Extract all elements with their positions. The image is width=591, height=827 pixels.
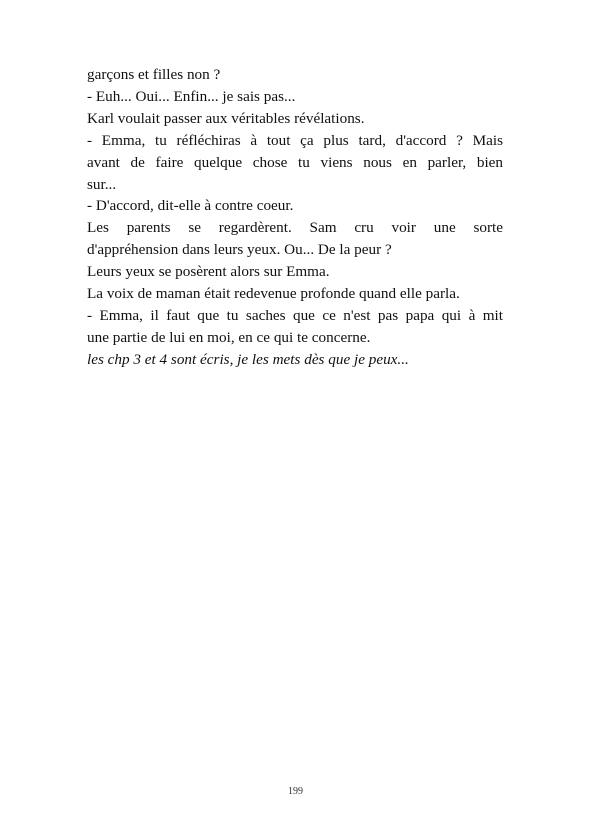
text-line: La voix de maman était redevenue profonde quand elle parla.: [87, 285, 460, 303]
text-line: - Euh... Oui... Enfin... je sais pas...: [87, 87, 296, 105]
text-line: garçons et filles non ?: [87, 66, 221, 83]
text-line: - Emma, tu réfléchiras à tout ça plus tard, d'accord ? Mais: [87, 131, 503, 149]
text-line: avant de faire quelque chose tu viens nous en parler, bien: [87, 153, 503, 171]
text-line: d'appréhension dans leurs yeux. Ou... De la peur ?: [87, 241, 392, 259]
body-text: [87, 64, 503, 371]
author-note: les chp 3 et 4 sont écris, je les mets dès que je peux...: [87, 350, 409, 368]
text-line: une partie de lui en moi, en ce qui te concerne.: [87, 328, 371, 346]
text-line: - D'accord, dit-elle à contre coeur.: [87, 197, 294, 215]
text-line: Karl voulait passer aux véritables révélations.: [87, 109, 365, 127]
text-line: - Emma, il faut que tu saches que ce n'est pas papa qui à mit: [87, 306, 503, 324]
text-line: Leurs yeux se posèrent alors sur Emma.: [87, 263, 330, 281]
text-line: Les parents se regardèrent. Sam cru voir une sorte: [87, 219, 503, 237]
page-number: 199: [288, 786, 303, 797]
text-line: sur...: [87, 175, 117, 193]
